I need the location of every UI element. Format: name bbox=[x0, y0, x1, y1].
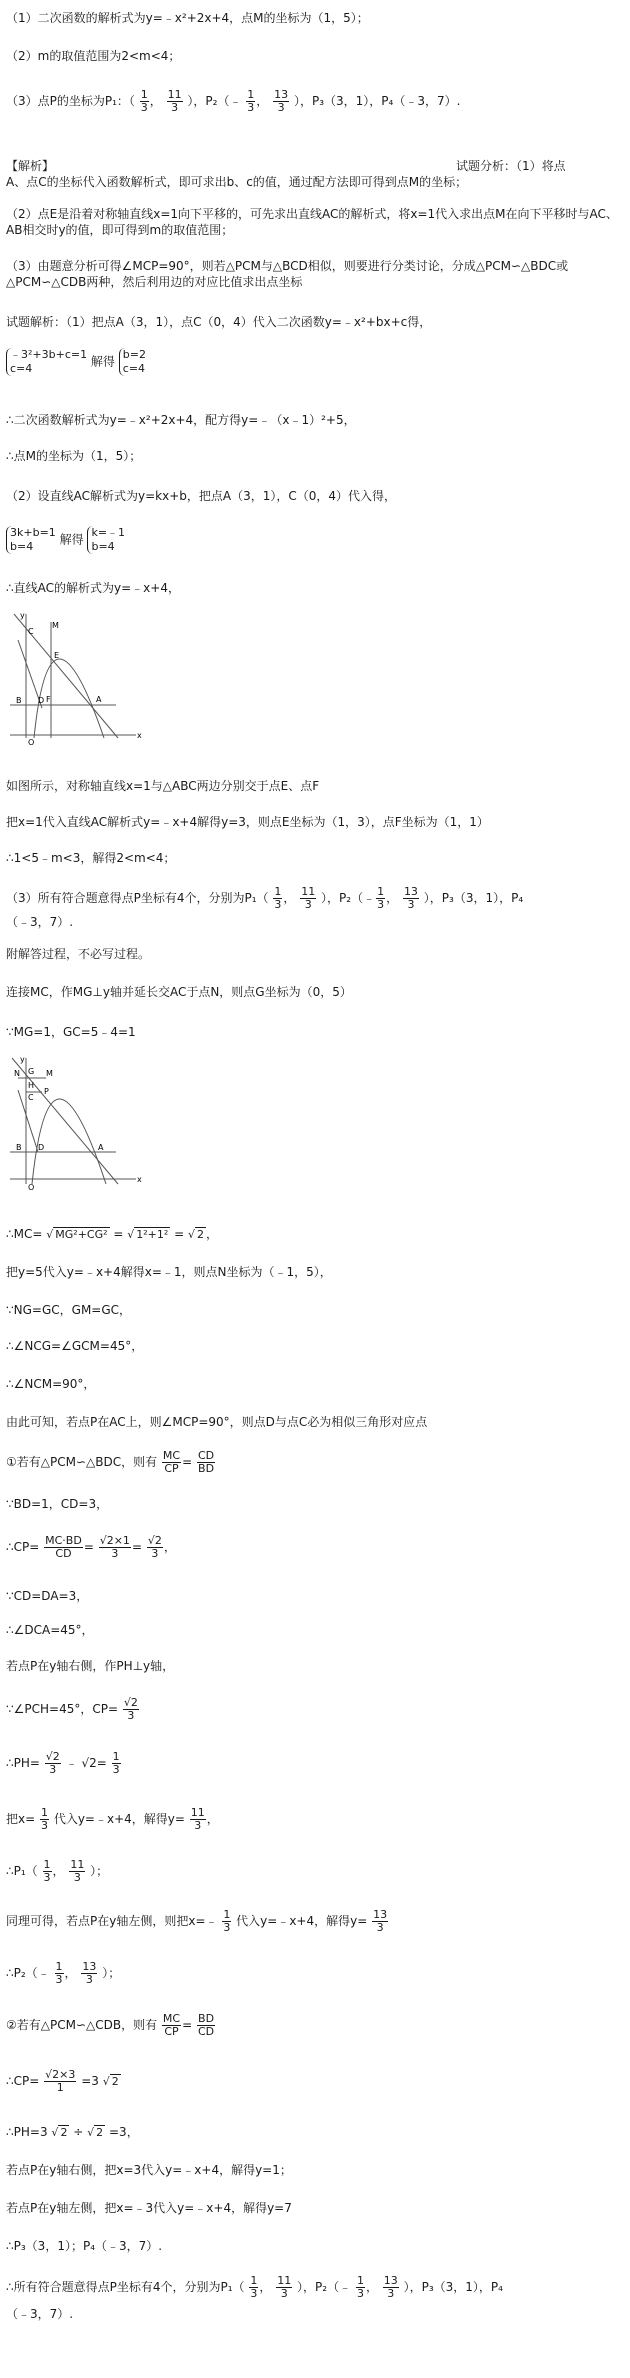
label-m: M bbox=[46, 1069, 53, 1078]
solution-26: ∴PH= $\frac{√2}{3}$ ﹣ √2= $\frac{1}{3}$ bbox=[6, 1750, 120, 1776]
fraction: $\frac{√2}{3}$ bbox=[123, 1696, 138, 1722]
analysis-heading: 【解析】 bbox=[6, 159, 55, 173]
fraction: $\frac{13}{3}$ bbox=[403, 885, 418, 911]
analysis-p3: （3）由题意分析可得∠MCP=90°，则若△PCM与△BCD相似，则要进行分类讨论，分成△PCM∽△BDC或△PCM∽△CDB两种，然后利用边的对应比值求出点坐标 bbox=[6, 259, 569, 289]
answer-3-prefix: （3）点P的坐标为P₁：（ bbox=[6, 94, 135, 108]
solution-23: ∴∠DCA=45°， bbox=[6, 1623, 94, 1637]
solution-6: 如图所示，对称轴直线x=1与△ABC两边分别交于点E、点F bbox=[6, 779, 320, 793]
solution-28: ∴P₁（ $\frac{1}{3}$ ， $\frac{11}{3}$ ）； bbox=[6, 1858, 109, 1884]
fraction: $\frac{1}{3}$ bbox=[41, 1806, 48, 1832]
fraction: $\frac{1}{3}$ bbox=[247, 88, 255, 114]
fraction: $\frac{MC}{CP}$ bbox=[162, 2012, 181, 2038]
solution-11: 连接MC，作MG⊥y轴并延长交AC于点N，则点G坐标为（0，5） bbox=[6, 985, 352, 999]
parabola bbox=[34, 659, 104, 738]
label-h: H bbox=[28, 1081, 35, 1090]
fraction: $\frac{11}{3}$ bbox=[167, 88, 182, 114]
solution-9: （3）所有符合题意得点P坐标有4个，分别为P₁（ $\frac{1}{3}$ ， $\frac{11}{3}$ ），P₂（﹣ $\frac{1}{3}$ ， $\frac{13}{3}$ ），P₃（3，1），P₄ bbox=[6, 885, 524, 911]
label-o: O bbox=[28, 738, 35, 747]
answer-3-suffix: ），P₃（3，1），P₄（﹣3，7）. bbox=[293, 94, 461, 108]
solution-32: ∴CP= $\frac{√2\times 3}{1}$ =3 √ 2 bbox=[6, 2066, 624, 2097]
label-y: y bbox=[20, 1055, 25, 1064]
label-g: G bbox=[28, 1067, 35, 1076]
solution-15: ∵NG=GC，GM=GC， bbox=[6, 1303, 132, 1317]
analysis-p2: （2）点E是沿着对称轴直线x=1向下平移的，可先求出直线AC的解析式，将x=1代入求出点M在向下平移时与AC、AB相交时y的值，即可得到m的取值范围； bbox=[6, 207, 618, 237]
solution-1: 试题解析：（1）把点A（3，1），点C（0，4）代入二次函数y=﹣x²+bx+c得， bbox=[6, 315, 432, 329]
label-o: O bbox=[28, 1183, 35, 1192]
solution-34: 若点P在y轴右侧，把x=3代入y=﹣x+4，解得y=1； bbox=[6, 2163, 292, 2177]
solution-17: ∴∠NCM=90°， bbox=[6, 1377, 96, 1391]
label-x: x bbox=[137, 731, 142, 740]
fraction: $\frac{√2}{3}$ bbox=[147, 1534, 162, 1560]
solution-7: 把x=1代入直线AC解析式y=﹣x+4解得y=3，则点E坐标为（1，3），点F坐标为（1，1） bbox=[6, 815, 489, 829]
fraction: $\frac{13}{3}$ bbox=[274, 88, 289, 114]
figure-2-graph bbox=[6, 1054, 146, 1192]
solution-31: ②若有△PCM∽△CDB，则有 $\frac{MC}{CP}$ = $\frac{BD}{CD}$ bbox=[6, 2012, 215, 2038]
solution-13: ∴MC= √ MG²+CG² = √ 1²+1² = √ 2 ， bbox=[6, 1222, 624, 1247]
fraction: $\frac{BD}{CD}$ bbox=[197, 2012, 215, 2038]
square-root: √ 2 bbox=[87, 2125, 104, 2139]
solution-27: 把x= $\frac{1}{3}$ 代入y=﹣x+4，解得y= $\frac{11}{3}$ ， bbox=[6, 1806, 219, 1832]
label-n: N bbox=[14, 1069, 20, 1078]
solution-30: ∴P₂（﹣ $\frac{1}{3}$ ， $\frac{13}{3}$ ）； bbox=[6, 1960, 121, 1986]
solve-label: 解得 bbox=[59, 532, 84, 547]
square-root: √ 1²+1² bbox=[127, 1227, 169, 1241]
solution-4: （2）设直线AC解析式为y=kx+b，把点A（3，1），C（0，4）代入得， bbox=[6, 489, 397, 503]
label-b: B bbox=[16, 1143, 22, 1152]
solution-16: ∴∠NCG=∠GCM=45°， bbox=[6, 1339, 144, 1353]
solution-29: 同理可得，若点P在y轴左侧，则把x=﹣ $\frac{1}{3}$ 代入y=﹣x+4，解得y= $\frac{13}{3}$ bbox=[6, 1908, 388, 1934]
square-root: √ 2 bbox=[51, 2125, 68, 2139]
solution-21: ∴CP= $\frac{MC\cdot BD}{CD}$ = $\frac{√2\times 1}{3}$ = $\frac{√2}{3}$ ， bbox=[6, 1534, 176, 1560]
solution-25: ∵∠PCH=45°，CP= $\frac{√2}{3}$ bbox=[6, 1696, 138, 1722]
equation-system: 3k+b=1 b=4 bbox=[6, 526, 56, 554]
solution-14: 把y=5代入y=﹣x+4解得x=﹣1，则点N坐标为（﹣1，5）， bbox=[6, 1265, 332, 1279]
label-a: A bbox=[98, 1143, 104, 1152]
equation-system: k=﹣1 b=4 bbox=[87, 526, 125, 554]
fraction: $\frac{1}{3}$ bbox=[250, 2274, 258, 2300]
square-root: √ MG²+CG² bbox=[46, 1227, 108, 1241]
equation-system: ﹣3²+3b+c=1 c=4 bbox=[6, 348, 87, 376]
analysis-heading-row bbox=[6, 158, 624, 174]
solution-35: 若点P在y轴左侧，把x=﹣3代入y=﹣x+4，解得y=7 bbox=[6, 2201, 292, 2215]
label-d: D bbox=[38, 1143, 45, 1152]
system-2 bbox=[6, 526, 624, 554]
fraction: $\frac{√2}{3}$ bbox=[45, 1750, 60, 1776]
label-c: C bbox=[28, 627, 34, 636]
label-e: E bbox=[54, 651, 60, 660]
solution-24: 若点P在y轴右侧，作PH⊥y轴， bbox=[6, 1659, 175, 1673]
label-f: F bbox=[46, 695, 51, 704]
system-1 bbox=[6, 348, 624, 376]
solution-20: ∵BD=1，CD=3， bbox=[6, 1497, 109, 1511]
equation-system: b=2 c=4 bbox=[119, 348, 146, 376]
answer-1: （1）二次函数的解析式为y=﹣x²+2x+4，点M的坐标为（1，5）； bbox=[6, 11, 369, 25]
analysis-label: 试题分析：（1）将点 bbox=[456, 159, 566, 173]
label-c: C bbox=[28, 1093, 34, 1102]
label-p: P bbox=[44, 1087, 49, 1096]
fraction: $\frac{1}{3}$ bbox=[43, 1858, 51, 1884]
figure-1-graph bbox=[6, 610, 146, 748]
answer-3: （3）点P的坐标为P₁：（ $\frac{1}{3}$ ， $\frac{11}{3}$ ），P₂（﹣ $\frac{1}{3}$ ， $\frac{13}{3}$ ），P₃（3，1），P₄（﹣3，7）. bbox=[6, 88, 461, 114]
answer-2: （2）m的取值范围为2<m<4； bbox=[6, 49, 181, 63]
fraction: $\frac{11}{3}$ bbox=[190, 1806, 205, 1832]
fraction: $\frac{1}{3}$ bbox=[223, 1908, 231, 1934]
solve-label: 解得 bbox=[90, 354, 115, 369]
fraction: $\frac{CD}{BD}$ bbox=[197, 1449, 215, 1475]
label-b: B bbox=[16, 696, 22, 705]
label-d: D bbox=[38, 696, 45, 705]
solution-2: ∴二次函数解析式为y=﹣x²+2x+4，配方得y=﹣（x﹣1）²+5， bbox=[6, 413, 356, 427]
fraction: $\frac{1}{3}$ bbox=[112, 1750, 120, 1776]
fraction: $\frac{1}{3}$ bbox=[356, 2274, 364, 2300]
fraction: $\frac{11}{3}$ bbox=[301, 885, 316, 911]
fraction: $\frac{11}{3}$ bbox=[277, 2274, 292, 2300]
parabola bbox=[32, 1099, 106, 1184]
solution-12: ∵MG=1，GC=5﹣4=1 bbox=[6, 1025, 136, 1039]
fraction: $\frac{√2\times 3}{1}$ bbox=[45, 2068, 76, 2094]
fraction: $\frac{1}{3}$ bbox=[377, 885, 385, 911]
solution-37: ∴所有符合题意得点P坐标有4个，分别为P₁（ $\frac{1}{3}$ ， $\frac{11}{3}$ ），P₂（﹣ $\frac{1}{3}$ ， $\frac{13}{3}$ ），P₃（3，1），P₄ bbox=[6, 2274, 503, 2300]
solution-37b: （﹣3，7）. bbox=[6, 2307, 74, 2321]
solution-3: ∴点M的坐标为（1，5）； bbox=[6, 449, 142, 463]
fraction: $\frac{1}{3}$ bbox=[55, 1960, 63, 1986]
solution-19: ①若有△PCM∽△BDC，则有 $\frac{MC}{CP}$ = $\frac{CD}{BD}$ bbox=[6, 1449, 215, 1475]
label-x: x bbox=[137, 1175, 142, 1184]
fraction: $\frac{MC\cdot BD}{CD}$ bbox=[45, 1534, 82, 1560]
fraction: $\frac{√2\times 1}{3}$ bbox=[99, 1534, 130, 1560]
solution-9b: （﹣3，7）. bbox=[6, 915, 74, 929]
fraction: $\frac{13}{3}$ bbox=[373, 1908, 388, 1934]
solution-5: ∴直线AC的解析式为y=﹣x+4， bbox=[6, 581, 180, 595]
analysis-p1: A、点C的坐标代入函数解析式，即可求出b、c的值，通过配方法即可得到点M的坐标； bbox=[6, 175, 468, 189]
fraction: $\frac{13}{3}$ bbox=[82, 1960, 97, 1986]
square-root: √ 2 bbox=[188, 1227, 205, 1241]
fraction: $\frac{1}{3}$ bbox=[140, 88, 148, 114]
solution-22: ∵CD=DA=3， bbox=[6, 1589, 89, 1603]
fraction: $\frac{13}{3}$ bbox=[383, 2274, 398, 2300]
label-y: y bbox=[20, 611, 25, 620]
solution-36: ∴P₃（3，1）；P₄（﹣3，7）. bbox=[6, 2239, 163, 2253]
answer-3-mid: ），P₂（﹣ bbox=[187, 94, 242, 108]
fraction: $\frac{1}{3}$ bbox=[274, 885, 282, 911]
square-root: √ 2 bbox=[102, 2074, 119, 2088]
label-m: M bbox=[52, 621, 59, 630]
solution-18: 由此可知，若点P在AC上，则∠MCP=90°，则点D与点C必为相似三角形对应点 bbox=[6, 1415, 428, 1429]
fraction: $\frac{11}{3}$ bbox=[70, 1858, 85, 1884]
label-a: A bbox=[96, 695, 102, 704]
solution-8: ∴1<5﹣m<3，解得2<m<4； bbox=[6, 851, 176, 865]
solution-33: ∴PH=3 √ 2 ÷ √ 2 =3， bbox=[6, 2120, 624, 2145]
fraction: $\frac{MC}{CP}$ bbox=[162, 1449, 181, 1475]
solution-10: 附解答过程，不必写过程。 bbox=[6, 947, 151, 961]
